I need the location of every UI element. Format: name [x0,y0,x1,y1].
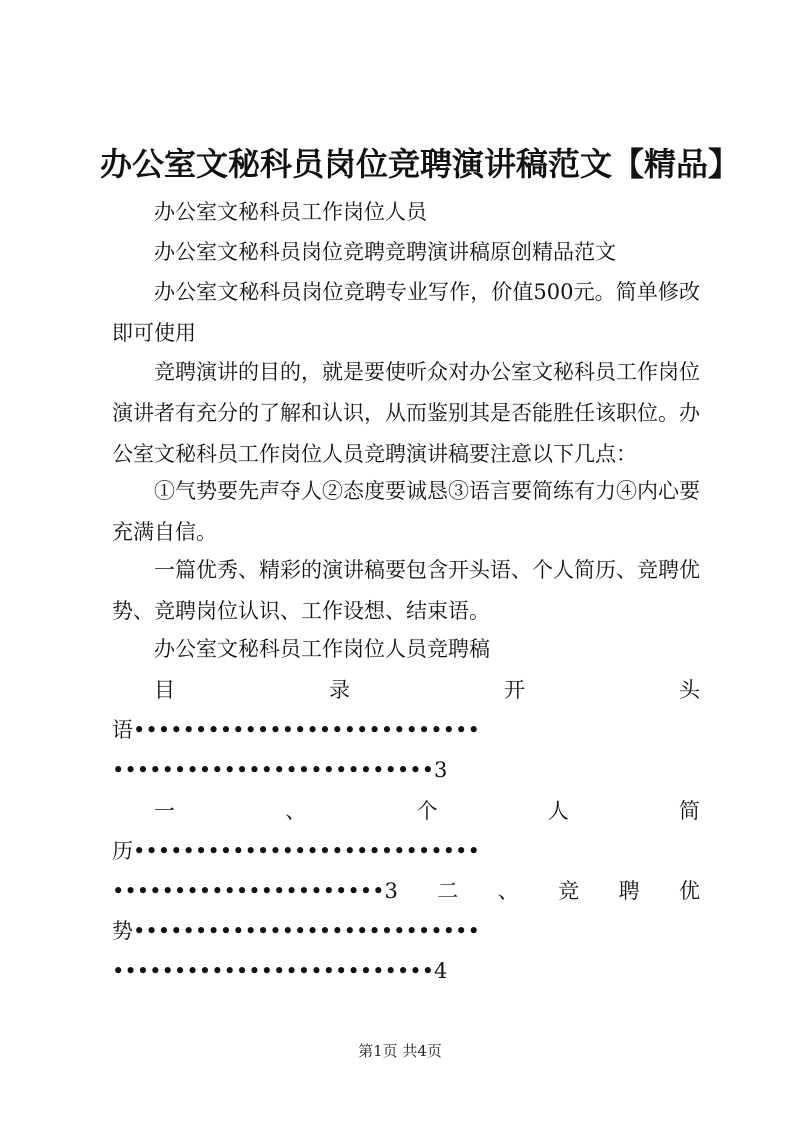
toc-line-1 [112,670,700,711]
toc-dots: ••••••••••••••••••••••3 [112,879,398,903]
toc-char: 聘 [618,879,640,903]
toc-char: 一 [154,799,175,823]
toc-char: 优 [678,879,700,903]
toc-line-3: ••••••••••••••••••••••••••3 [112,758,448,782]
paragraph-4: 竞聘演讲的目的，就是要使听众对办公室文秘科员工作岗位演讲者有充分的了解和认识，从而鉴别其是否能胜任该职位。办公室文秘科员工作岗位人员竞聘演讲稿要注意以下几点： [112,360,700,466]
toc-char: 头 [679,678,700,702]
toc-char: 开 [504,678,525,702]
toc-line-7: 势•••••••••••••••••••••••••••• [112,919,480,943]
paragraph-6: 一篇优秀、精彩的演讲稿要包含开头语、个人简历、竞聘优势、竞聘岗位认识、工作设想、结束语。 [112,558,700,623]
toc-line-4 [112,791,700,832]
toc-char: 、 [285,799,307,823]
toc-char: 简 [679,799,700,823]
paragraph-2: 办公室文秘科员岗位竞聘竞聘演讲稿原创精品范文 [154,240,616,264]
toc-char: 竞 [558,879,580,903]
paragraph-7: 办公室文秘科员工作岗位人员竞聘稿 [154,637,490,661]
toc-char: 、 [497,879,519,903]
paragraph-5: ①气势要先声夺人②态度要诚恳③语言要简练有力④内心要充满自信。 [112,479,700,544]
toc-line-6 [112,871,700,912]
toc-line-2: 语•••••••••••••••••••••••••••• [112,718,480,742]
toc-char: 个 [416,799,438,823]
toc-line-8: ••••••••••••••••••••••••••4 [112,959,448,983]
paragraph-3: 办公室文秘科员岗位竞聘专业写作，价值500元。简单修改即可使用 [112,280,700,345]
paragraph-1: 办公室文秘科员工作岗位人员 [154,200,427,224]
toc-char: 二 [437,879,459,903]
page-footer: 第1页 共4页 [358,1042,442,1060]
toc-line-5: 历•••••••••••••••••••••••••••• [112,839,480,863]
toc-char: 人 [547,799,569,823]
toc-char: 录 [329,678,350,702]
document-title: 办公室文秘科员岗位竞聘演讲稿范文【精品】 [100,145,741,183]
toc-char: 目 [154,678,175,702]
